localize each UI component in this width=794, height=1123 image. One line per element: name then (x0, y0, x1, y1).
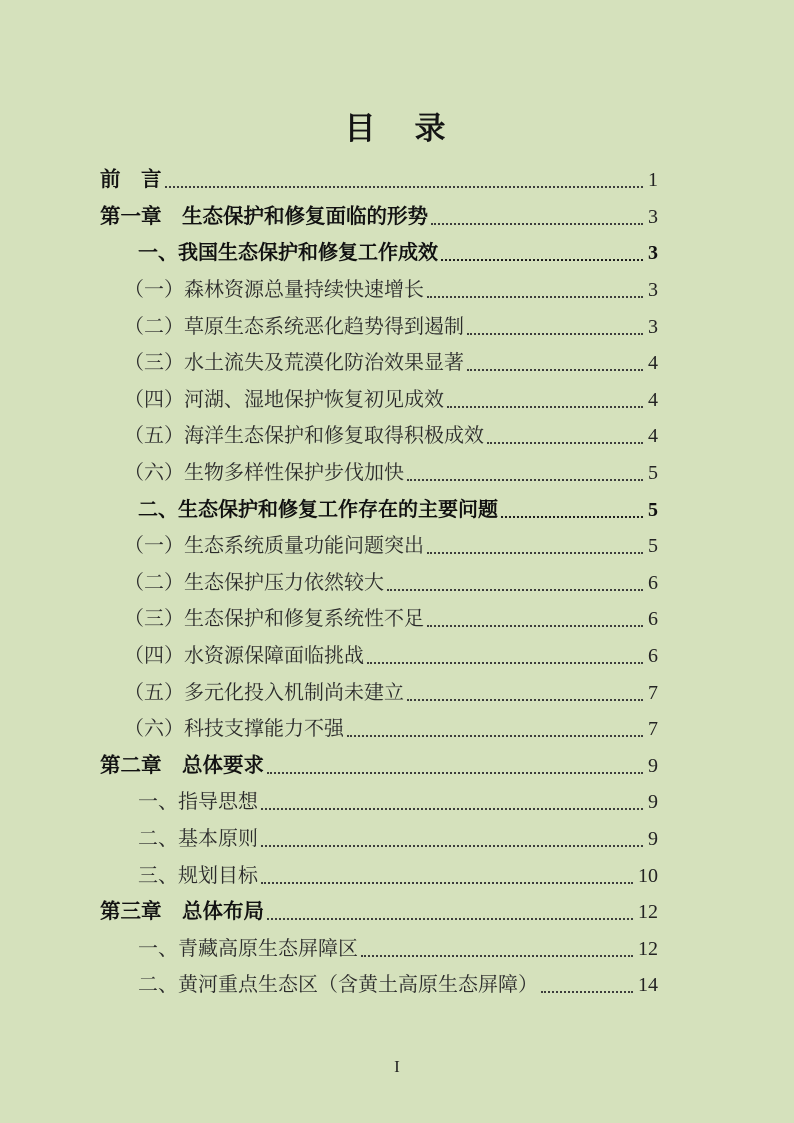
toc-entry-label: （一）森林资源总量持续快速增长 (124, 279, 424, 302)
toc-entry-page: 4 (648, 352, 658, 375)
dot-leader (387, 589, 643, 591)
toc-entry (100, 857, 658, 894)
toc-entry-page: 9 (648, 754, 658, 777)
toc-entry-page: 9 (648, 827, 658, 850)
toc-entry-page: 7 (648, 718, 658, 741)
dot-leader (467, 333, 643, 335)
page-title: 目 录 (344, 111, 450, 146)
toc-entry-label: （四）河湖、湿地保护恢复初见成效 (124, 388, 444, 411)
dot-leader (407, 699, 643, 701)
toc-list (100, 162, 658, 1004)
dot-leader (467, 369, 643, 371)
dot-leader (361, 955, 633, 957)
toc-entry-page: 9 (648, 791, 658, 814)
toc-entry-page: 4 (648, 425, 658, 448)
dot-leader (267, 918, 633, 920)
toc-entry (100, 894, 658, 931)
toc-entry-page: 4 (648, 388, 658, 411)
dot-leader (501, 516, 643, 518)
dot-leader (431, 223, 643, 225)
dot-leader (427, 296, 643, 298)
toc-entry-label: （三）生态保护和修复系统性不足 (124, 608, 424, 631)
toc-entry-label: （六）科技支撑能力不强 (124, 718, 344, 741)
dot-leader (261, 882, 633, 884)
toc-entry-label: （五）多元化投入机制尚未建立 (124, 681, 404, 704)
toc-entry-page: 6 (648, 608, 658, 631)
toc-entry-page: 6 (648, 571, 658, 594)
toc-entry-label: 二、生态保护和修复工作存在的主要问题 (138, 498, 498, 521)
footer-page-number: I (394, 1057, 400, 1076)
toc-entry-label: （一）生态系统质量功能问题突出 (124, 535, 424, 558)
toc-entry (100, 418, 658, 455)
dot-leader (427, 552, 643, 554)
toc-entry (100, 235, 658, 272)
dot-leader (261, 808, 643, 810)
toc-entry (100, 565, 658, 602)
toc-entry (100, 382, 658, 419)
toc-entry-label: 三、规划目标 (138, 864, 258, 887)
toc-entry (100, 638, 658, 675)
toc-entry-label: （五）海洋生态保护和修复取得积极成效 (124, 425, 484, 448)
toc-entry-page: 6 (648, 645, 658, 668)
toc-entry-label: 一、我国生态保护和修复工作成效 (138, 242, 438, 265)
toc-entry-label: 二、黄河重点生态区（含黄土高原生态屏障） (138, 974, 538, 997)
dot-leader (487, 442, 643, 444)
toc-entry-page: 14 (638, 974, 658, 997)
toc-entry (100, 199, 658, 236)
toc-entry (100, 930, 658, 967)
toc-entry-page: 12 (638, 937, 658, 960)
toc-entry (100, 711, 658, 748)
toc-entry (100, 272, 658, 309)
toc-entry-label: （四）水资源保障面临挑战 (124, 645, 364, 668)
toc-entry-page: 12 (638, 901, 658, 924)
dot-leader (347, 735, 643, 737)
dot-leader (267, 772, 643, 774)
toc-entry (100, 162, 658, 199)
toc-entry-label: （二）生态保护压力依然较大 (124, 571, 384, 594)
dot-leader (261, 845, 643, 847)
toc-entry-page: 5 (648, 498, 658, 521)
dot-leader (541, 991, 633, 993)
toc-entry (100, 308, 658, 345)
toc-entry-label: 第一章 生态保护和修复面临的形势 (100, 204, 428, 228)
dot-leader (407, 479, 643, 481)
toc-entry-page: 10 (638, 864, 658, 887)
toc-entry-label: 一、青藏高原生态屏障区 (138, 937, 358, 960)
dot-leader (427, 625, 643, 627)
toc-entry-page: 3 (648, 315, 658, 338)
toc-entry-page: 3 (648, 279, 658, 302)
toc-entry (100, 748, 658, 785)
toc-entry-label: 二、基本原则 (138, 827, 258, 850)
toc-entry-label: 前 言 (100, 168, 162, 192)
toc-entry (100, 821, 658, 858)
toc-entry-page: 3 (648, 205, 658, 228)
toc-entry-label: （二）草原生态系统恶化趋势得到遏制 (124, 315, 464, 338)
toc-entry-page: 3 (648, 242, 658, 265)
dot-leader (367, 662, 643, 664)
toc-entry (100, 528, 658, 565)
toc-entry (100, 784, 658, 821)
toc-entry-page: 5 (648, 535, 658, 558)
toc-entry-label: 第三章 总体布局 (100, 899, 264, 923)
toc-entry (100, 345, 658, 382)
toc-entry-page: 1 (648, 169, 658, 192)
toc-entry-label: （三）水土流失及荒漠化防治效果显著 (124, 352, 464, 375)
toc-entry-page: 5 (648, 462, 658, 485)
toc-entry (100, 455, 658, 492)
toc-entry (100, 967, 658, 1004)
toc-entry (100, 674, 658, 711)
toc-entry-label: （六）生物多样性保护步伐加快 (124, 462, 404, 485)
toc-entry-page: 7 (648, 681, 658, 704)
toc-entry-label: 第二章 总体要求 (100, 753, 264, 777)
dot-leader (165, 186, 644, 188)
dot-leader (447, 406, 643, 408)
toc-entry (100, 601, 658, 638)
dot-leader (441, 259, 643, 261)
toc-entry (100, 491, 658, 528)
toc-entry-label: 一、指导思想 (138, 791, 258, 814)
